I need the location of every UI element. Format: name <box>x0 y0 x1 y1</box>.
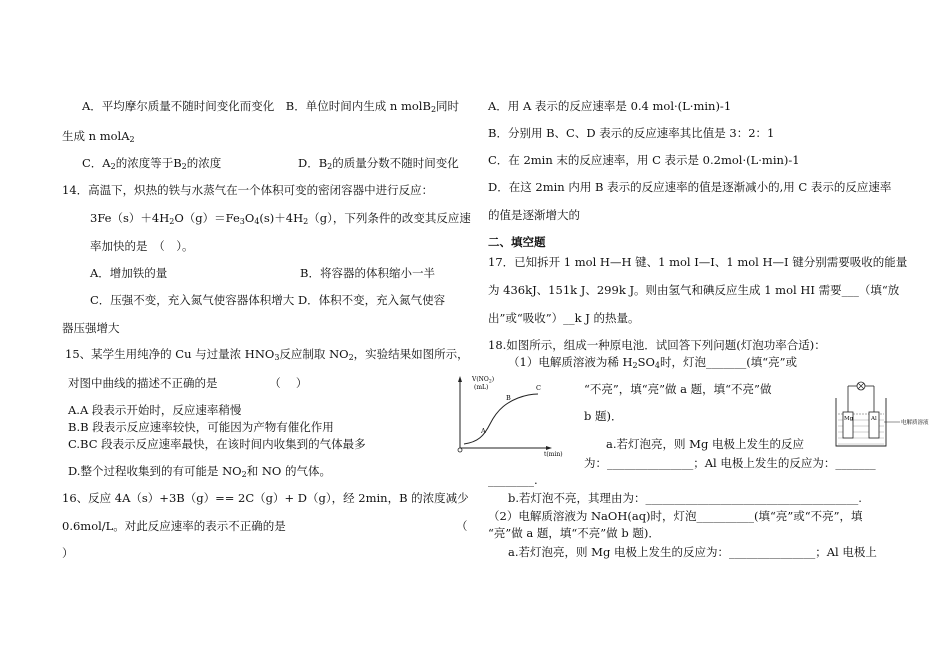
q13-option-d: D．$B_2$的质量分数不随时间变化 <box>298 156 459 171</box>
q17-stem: 17．已知拆开 1 mol H—H 键、1 mol I—I、1 mol H—I 键分别需要吸收的能量 <box>488 255 908 269</box>
volume-curve <box>464 394 538 444</box>
q14-option-d-cont: 器压强增大 <box>62 321 120 335</box>
origin-point <box>458 448 462 452</box>
point-b-label: B <box>506 394 511 402</box>
q16-stem-cont: 0.6mol/L。对此反应速率的表示不正确的是 <box>62 519 286 533</box>
q13-option-c: C．$A_2$的浓度等于$B_2$的浓度 <box>82 156 222 171</box>
al-label: Al <box>871 416 877 422</box>
no2-volume-graph <box>448 372 563 464</box>
y-axis-label: $V(NO_2)$ <box>472 376 495 385</box>
q15-option-b: B.B 段表示反应速率较快，可能因为产物有催化作用 <box>68 420 334 434</box>
q18-part2-a: a.若灯泡亮，则 Mg 电极上发生的反应为：_______________；Al 电极上 <box>508 545 877 559</box>
y-axis-unit: (mL) <box>474 384 489 391</box>
q18-part1-cont: “不亮”，填“亮”做 a 题，填“不亮”做 <box>584 382 772 396</box>
q13-option-b-cont: 生成 n molA$_2$ <box>62 129 135 144</box>
q14-stem: 14．高温下，炽热的铁与水蒸气在一个体积可变的密闭容器中进行反应： <box>62 183 434 197</box>
q18-part2-cont: “亮”做 a 题，填“不亮”做 b 题)． <box>488 526 660 540</box>
y-axis-arrow <box>458 376 462 382</box>
q16-option-c: C．在 2min 末的反应速率，用 C 表示是 0.2mol·(L·min)-1 <box>488 153 800 167</box>
galvanic-cell-diagram <box>826 374 942 452</box>
q14-stem-cont: 率加快的是 （ ）。 <box>90 239 194 253</box>
point-a-label: A <box>481 427 486 435</box>
q16-option-d: D．在这 2min 内用 B 表示的反应速率的值是逐渐减小的,用 C 表示的反应速率 <box>488 180 892 194</box>
q15-option-a: A.A 段表示开始时，反应速率稍慢 <box>68 403 242 417</box>
q16-paren-open: （ <box>456 519 468 533</box>
q18-part2: （2）电解质溶液为 NaOH(aq)时，灯泡__________(填“亮”或“不亮”，填 <box>488 509 863 523</box>
section-heading-fill-blank: 二、填空题 <box>488 235 546 249</box>
q16-option-d-cont: 的值是逐渐增大的 <box>488 208 580 222</box>
point-c-label: C <box>536 384 541 392</box>
x-axis-label: t(min) <box>544 451 563 458</box>
mg-label: Mg <box>844 416 854 422</box>
q16-paren-close: ） <box>62 546 74 560</box>
q18-part1-a-cont: 为：_______________；Al 电极上发生的反应为：_______ <box>584 456 876 470</box>
q18-part1-b: b.若灯泡不亮，其理由为：_____________________________________. <box>508 491 862 505</box>
q14-equation: $3Fe(s)+4H_2O(g)=Fe_3O_4(s)+4H_2(g)$，下列条件的改变其反应速 <box>90 211 471 226</box>
q15-stem-cont: 对图中曲线的描述不正确的是 （ ） <box>68 376 308 390</box>
q18-part1-a-end: ________. <box>488 473 538 487</box>
q13-option-ab: A．平均摩尔质量不随时间变化而变化 B．单位时间内生成 n molB$_2$同时 <box>82 99 460 114</box>
q18-part1-a: a.若灯泡亮，则 Mg 电极上发生的反应 <box>606 437 804 451</box>
q14-option-cd: C．压强不变，充入氮气使容器体积增大 D．体积不变，充入氮气使容 <box>90 293 446 307</box>
q17-stem-cont: 为 436kJ、151k J、299k J。则由氢气和碘反应生成 1 mol HI 需要___（填“放 <box>488 283 900 297</box>
x-axis-arrow <box>546 446 552 450</box>
q15-option-c: C.BC 段表示反应速率最快，在该时间内收集到的气体最多 <box>68 437 366 451</box>
q16-option-a: A．用 A 表示的反应速率是 0.4 mol·(L·min)-1 <box>488 99 732 113</box>
q15-stem: 15、某学生用纯净的 Cu 与过量浓 $HNO_3$反应制取 $NO_2$，实验结果如图所示， <box>65 347 469 362</box>
q14-option-b: B．将容器的体积缩小一半 <box>300 266 435 280</box>
q17-stem-end: 出”或“吸收”）__k J 的热量。 <box>488 311 640 325</box>
q15-option-d: D.整个过程收集到的有可能是 $NO_2$和 NO 的气体。 <box>68 464 332 479</box>
q18-stem: 18.如图所示，组成一种原电池．试回答下列问题(灯泡功率合适)： <box>488 338 826 352</box>
q16-option-b: B．分别用 B、C、D 表示的反应速率其比值是 3：2：1 <box>488 126 775 140</box>
q16-stem: 16、反应 4A（s）+3B（g）== 2C（g）+ D（g），经 2min，B 的浓度减少 <box>62 491 469 505</box>
q14-option-a: A．增加铁的量 <box>90 266 168 280</box>
q18-part1: （1）电解质溶液为稀 $H_2SO_4$时，灯泡_______(填“亮”或 <box>508 355 797 370</box>
q18-part1-end: b 题)． <box>584 409 623 423</box>
electrolyte-label: 电解质溶液 <box>901 420 929 426</box>
